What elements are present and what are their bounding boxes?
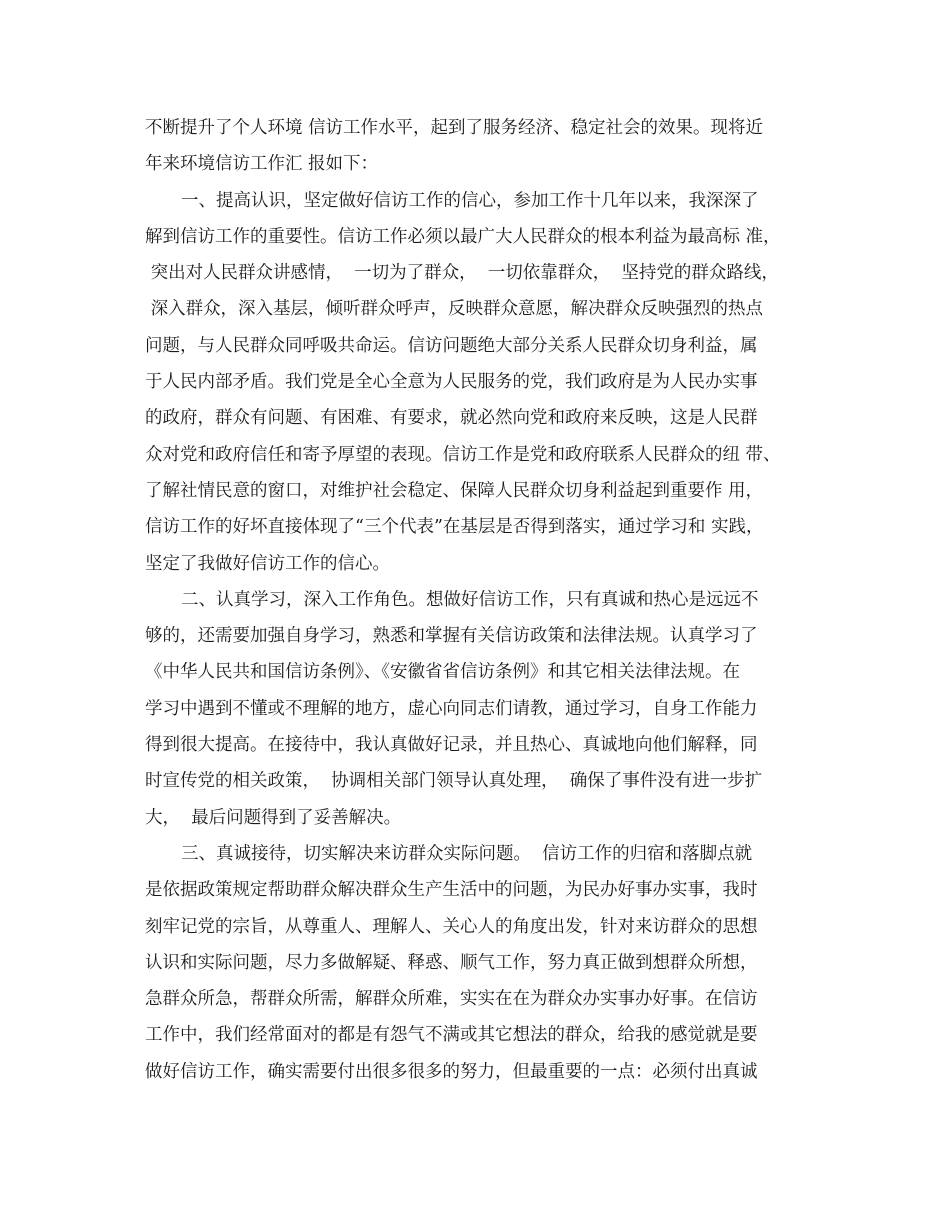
text-line: 刻牢记党的宗旨，从尊重人、理解人、关心人的角度出发，针对来访群众的思想 — [145, 916, 758, 937]
paragraph-heading-3: 三、真诚接待，切实解决来访群众实际问题。 信访工作的归宿和落脚点就 — [181, 843, 753, 864]
text-line: 问题，与人民群众同呼吸共命运。信访问题绝大部分关系人民群众切身利益，属 — [145, 335, 758, 356]
text-line: 急群众所急，帮群众所需，解群众所难，实实在在为群众办实事办好事。在信访 — [145, 989, 758, 1010]
text-line: 大， 最后问题得到了妥善解决。 — [145, 807, 402, 828]
text-line: 于人民内部矛盾。我们党是全心全意为人民服务的党，我们政府是为人民办实事 — [145, 372, 758, 393]
text-line: 得到很大提高。在接待中，我认真做好记录，并且热心、真诚地向他们解释，同 — [145, 735, 758, 756]
text-line: 《中华人民共和国信访条例》、《安徽省省信访条例》和其它相关法律法规。在 — [145, 662, 740, 683]
text-line: 是依据政策规定帮助群众解决群众生产生活中的问题，为民办好事办实事，我时 — [145, 880, 758, 901]
paragraph-heading-2: 二、认真学习，深入工作角色。想做好信访工作，只有真诚和热心是远远不 — [181, 589, 759, 610]
text-line: 坚定了我做好信访工作的信心。 — [145, 553, 390, 574]
text-line: 的政府，群众有问题、有困难、有要求，就必然向党和政府来反映，这是人民群 — [145, 408, 758, 429]
text-line: 认识和实际问题，尽力多做解疑、释惑、顺气工作，努力真正做到想群众所想， — [145, 952, 758, 973]
text-line: 突出对人民群众讲感情， 一切为了群众， 一切依靠群众， 坚持党的群众路线， — [145, 263, 779, 284]
text-line: 工作中，我们经常面对的都是有怨气不满或其它想法的群众，给我的感觉就是要 — [145, 1025, 758, 1046]
text-line: 年来环境信访工作汇 报如下： — [145, 154, 379, 175]
document-body — [145, 110, 810, 1090]
text-line: 不断提升了个人环境 信访工作水平，起到了服务经济、稳定社会的效果。现将近 — [145, 118, 764, 138]
text-line: 信访工作的好坏直接体现了“三个代表”在基层是否得到落实，通过学习和 实践， — [145, 517, 764, 538]
text-line: 学习中遇到不懂或不理解的地方，虚心向同志们请教，通过学习，自身工作能力 — [145, 698, 758, 719]
text-line: 众对党和政府信任和寄予厚望的表现。信访工作是党和政府联系人民群众的纽 带、 — [145, 444, 781, 465]
text-line: 解到信访工作的重要性。信访工作必须以最广大人民群众的根本利益为最高标 准， — [145, 226, 781, 247]
text-line: 了解社情民意的窗口，对维护社会稳定、保障人民群众切身利益起到重要作 用， — [145, 480, 764, 501]
text-line: 做好信访工作，确实需要付出很多很多的努力，但最重要的一点：必须付出真诚 — [145, 1061, 758, 1082]
text-line: 深入群众，深入基层，倾听群众呼声，反映群众意愿，解决群众反映强烈的热点 — [145, 299, 764, 320]
text-line: 时宣传党的相关政策， 协调相关部门领导认真处理， 确保了事件没有进一步扩 — [145, 771, 763, 792]
paragraph-heading-1: 一、提高认识，坚定做好信访工作的信心，参加工作十几年以来，我深深了 — [181, 190, 759, 211]
text-line: 够的，还需要加强自身学习，熟悉和掌握有关信访政策和法律法规。认真学习了 — [145, 626, 758, 647]
